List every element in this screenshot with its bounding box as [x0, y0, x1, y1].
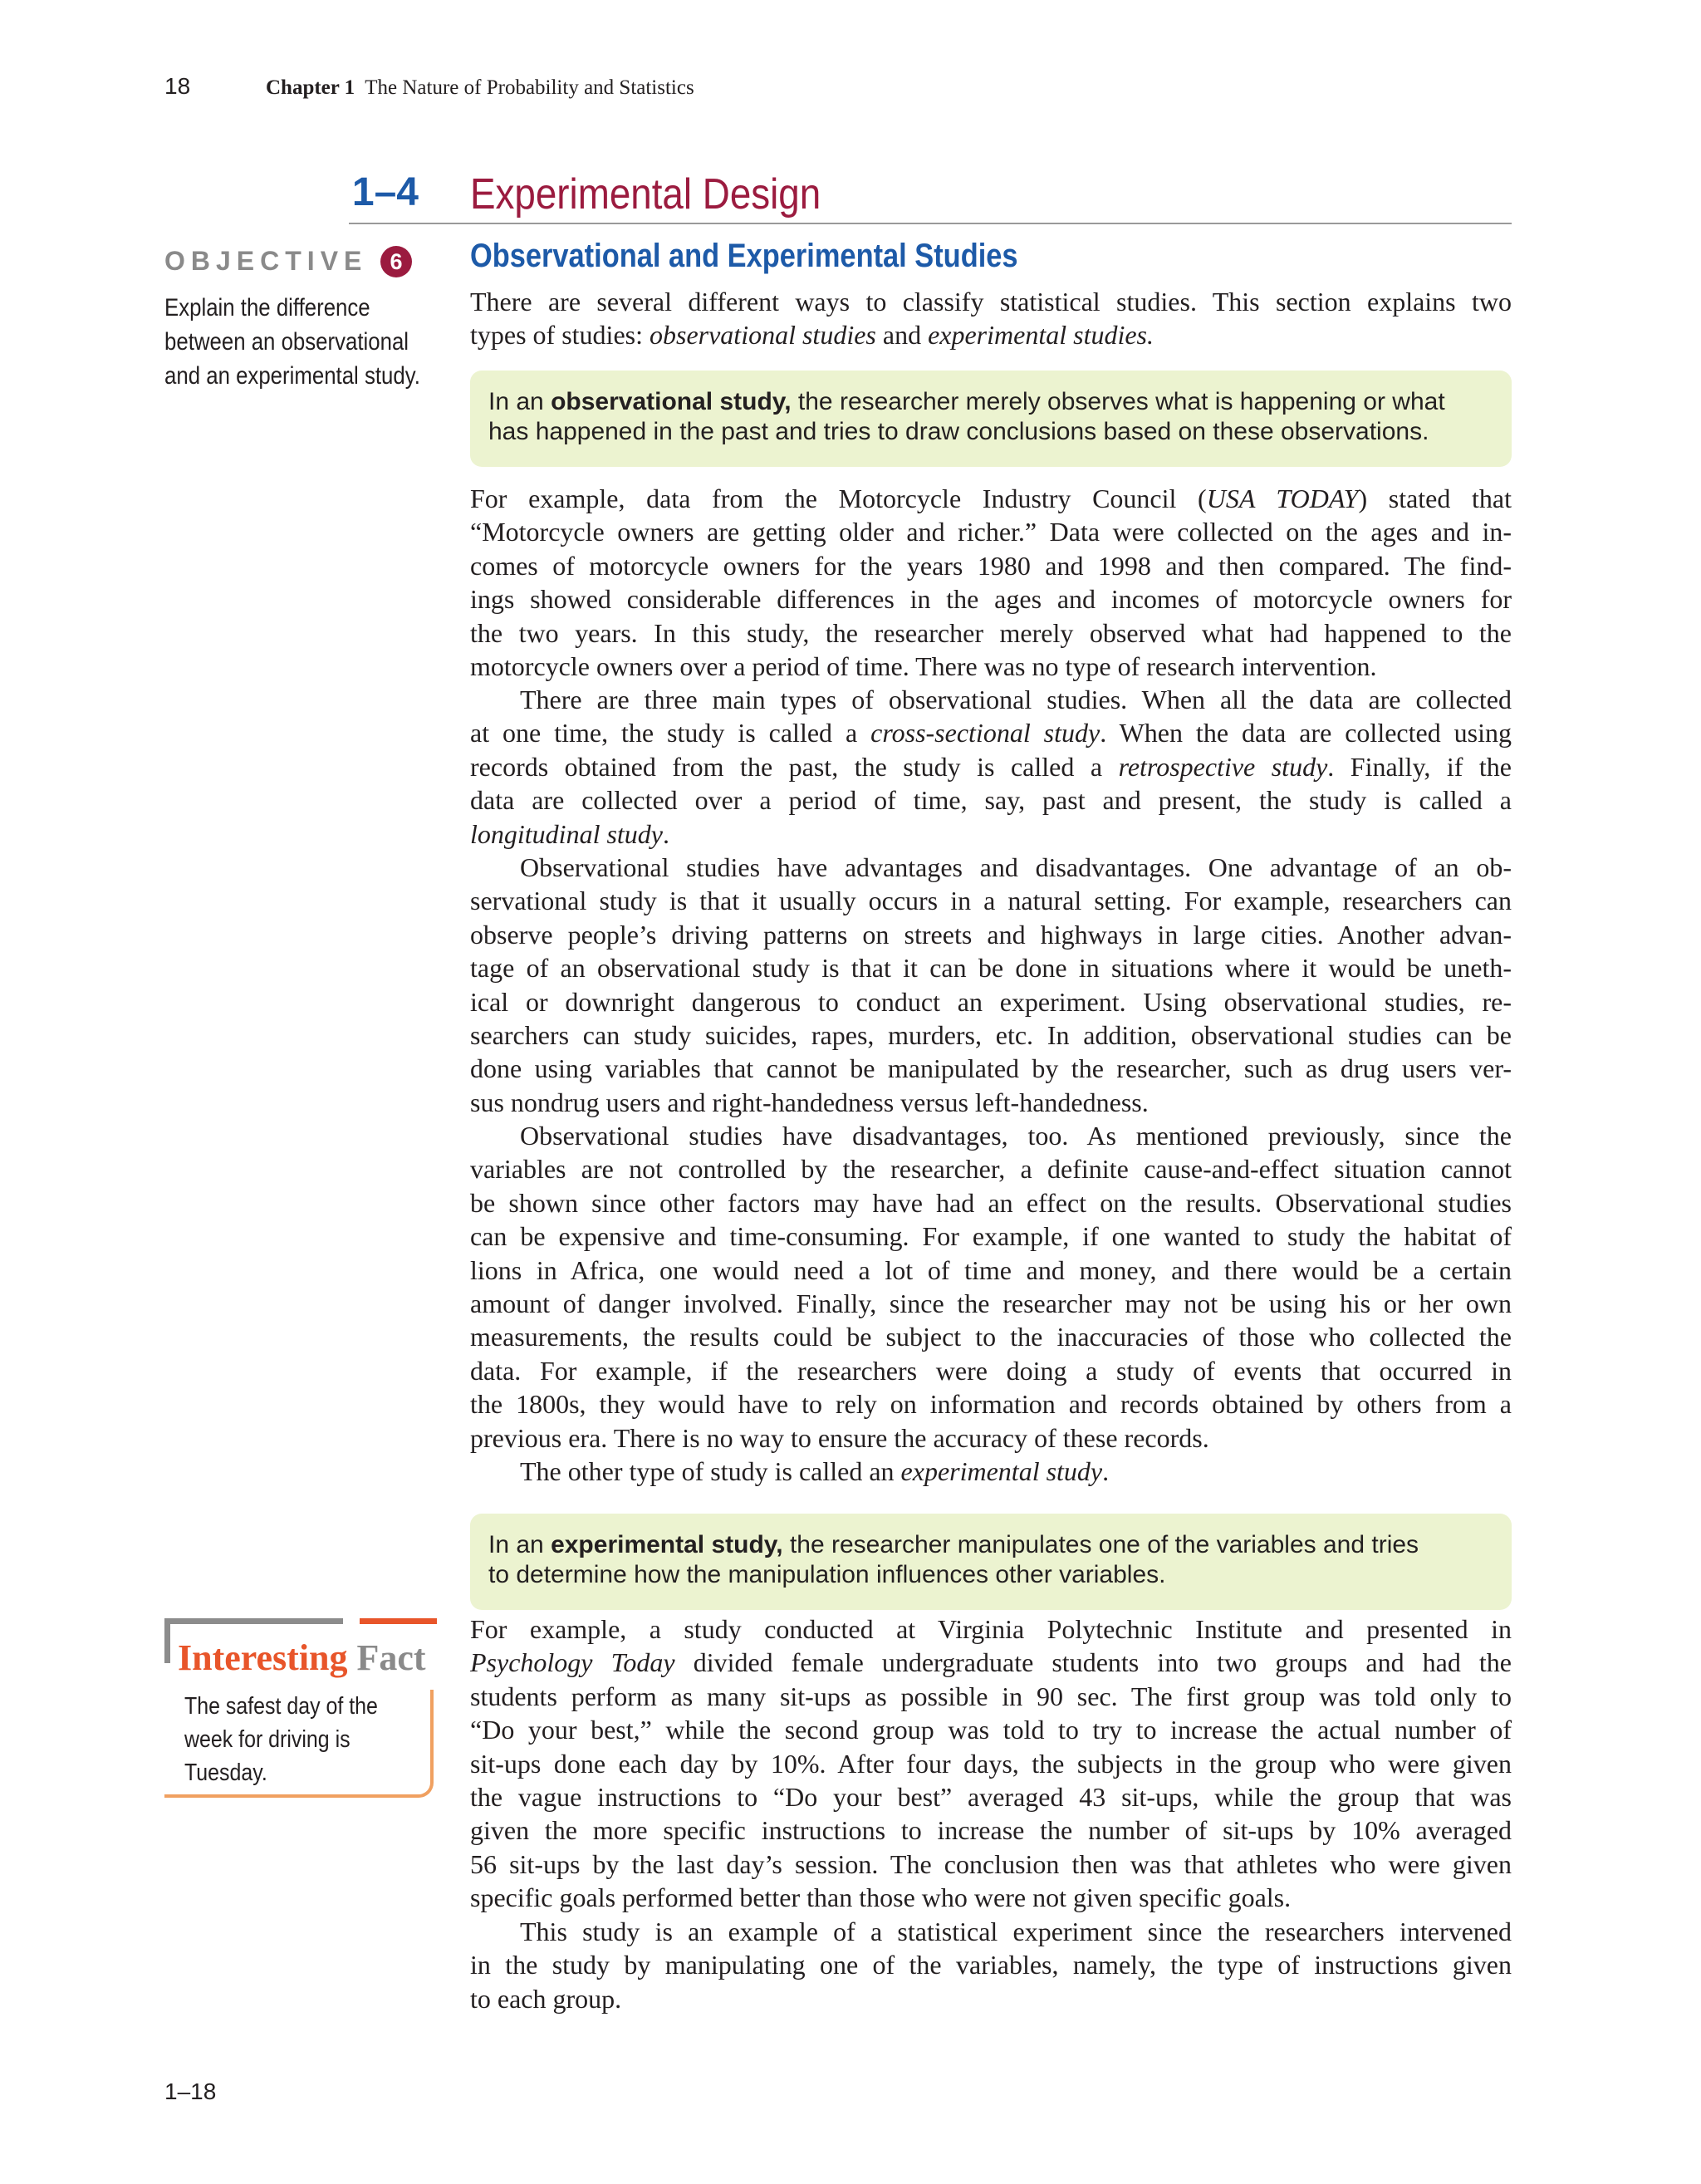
text-line: sus nondrug users and right-handedness versus left-handedness. [470, 1087, 1149, 1117]
text-line: motorcycle owners over a period of time. There was no type of research intervention. [470, 650, 1377, 681]
text-line: measurements, the results could be subject to the inaccuracies of those who collected the [470, 1322, 1512, 1352]
text-line: “Motorcycle owners are getting older and richer.” Data were collected on the ages and in- [470, 517, 1512, 547]
text-line: has happened in the past and tries to draw conclusions based on these observations. [488, 418, 1429, 445]
paragraph-other-type [470, 1455, 1512, 1488]
objective-line: between an observational [164, 328, 409, 356]
text-line: in the study by manipulating one of the variables, namely, the type of instructions given [470, 1950, 1512, 1980]
text-line: done using variables that cannot be manipulated by the researcher, such as drug users ver- [470, 1053, 1512, 1084]
text-line: records obtained from the past, the study is called a retrospective study. Finally, if the [470, 751, 1512, 782]
paragraph-conclusion [470, 1915, 1512, 2015]
text-line: types of studies: observational studies and experimental studies. [470, 320, 1154, 351]
text-line: data are collected over a period of time, say, past and present, the study is called a [470, 785, 1512, 816]
page-number: 18 [164, 73, 191, 99]
fact-line: The safest day of the [184, 1693, 378, 1720]
paragraph-motorcycle [470, 482, 1512, 683]
text-line: searchers can study suicides, rapes, murders, etc. In addition, observational studies can be [470, 1019, 1512, 1050]
fact-title: Interesting Fact [178, 1637, 426, 1678]
text-line: lions in Africa, one would need a lot of time and money, and there would be a certain [470, 1254, 1512, 1285]
fact-top-bar-gray [164, 1618, 343, 1624]
text-line: specific goals performed better than those who were not given specific goals. [470, 1882, 1292, 1913]
text-line: variables are not controlled by the researcher, a definite cause-and-effect situation cannot [470, 1154, 1512, 1185]
text-line: the 1800s, they would have to rely on information and records obtained by others from a [470, 1389, 1512, 1420]
text-line: be shown since other factors may have had an effect on the results. Observational studies [470, 1187, 1512, 1218]
text-line: amount of danger involved. Finally, since the researcher may not be using his or her own [470, 1288, 1512, 1318]
section-rule [349, 223, 1512, 224]
definition-observational-box [470, 371, 1512, 467]
section-title: Experimental Design [470, 170, 821, 218]
text-line: tage of an observational study is that it can be done in situations where it would be uneth- [470, 953, 1512, 984]
fact-line: Tuesday. [184, 1759, 267, 1786]
text-line: Observational studies have disadvantages, too. As mentioned previously, since the [520, 1121, 1512, 1151]
objective-label: OBJECTIVE [164, 246, 368, 276]
definition-experimental-box [470, 1514, 1512, 1610]
text-line: longitudinal study. [470, 818, 669, 849]
interesting-fact-box [164, 1618, 437, 1803]
fact-left-stub [164, 1618, 170, 1663]
text-line: given the more specific instructions to increase the number of sit-ups by 10% averaged [470, 1815, 1512, 1846]
text-line: For example, data from the Motorcycle Industry Council (USA TODAY) stated that [470, 483, 1512, 513]
text-line: Psychology Today divided female undergraduate students into two groups and had the [470, 1647, 1512, 1678]
subheading: Observational and Experimental Studies [470, 238, 1018, 274]
section-number: 1–4 [351, 170, 419, 214]
text-line: at one time, the study is called a cross-sectional study. When the data are collected using [470, 718, 1512, 748]
objective-line: Explain the difference [164, 294, 370, 321]
text-line: In an observational study, the researcher merely observes what is happening or what [488, 388, 1445, 415]
text-line: sit-ups done each day by 10%. After four days, the subjects in the group who were given [470, 1748, 1512, 1779]
intro-paragraph [470, 285, 1512, 352]
text-line: data. For example, if the researchers were doing a study of events that occurred in [470, 1355, 1512, 1386]
paragraph-virginia [470, 1612, 1512, 1915]
objective-text [164, 291, 439, 393]
text-line: ical or downright dangerous to conduct an experiment. Using observational studies, re- [470, 986, 1512, 1017]
text-line: servational study is that it usually occurs in a natural setting. For example, researchers can [470, 886, 1512, 916]
text-line: students perform as many sit-ups as possible in 90 sec. The first group was told only to [470, 1681, 1512, 1711]
fact-text [184, 1690, 425, 1789]
objective-number-badge: 6 [380, 246, 412, 277]
text-line: This study is an example of a statistical experiment since the researchers intervened [520, 1917, 1512, 1946]
text-line: to determine how the manipulation influences other variables. [488, 1561, 1166, 1588]
text-line: can be expensive and time-consuming. For example, if one wanted to study the habitat of [470, 1221, 1512, 1252]
text-line: There are three main types of observational studies. When all the data are collected [520, 685, 1512, 714]
page-folio: 1–18 [164, 2078, 217, 2104]
text-line: 56 sit-ups by the last day’s session. The conclusion then was that athletes who were given [470, 1848, 1512, 1879]
text-line: “Do your best,” while the second group was told to try to increase the actual number of [470, 1715, 1512, 1745]
text-line: ings showed considerable differences in the ages and incomes of motorcycle owners for [470, 584, 1512, 615]
text-line: previous era. There is no way to ensure the accuracy of these records. [470, 1422, 1209, 1453]
text-line: comes of motorcycle owners for the years 1980 and 1998 and then compared. The find- [470, 550, 1512, 581]
chapter-title: The Nature of Probability and Statistics [365, 76, 694, 99]
text-line: the vague instructions to “Do your best” averaged 43 sit-ups, while the group that was [470, 1781, 1512, 1812]
text-line: observe people’s driving patterns on streets and highways in large cities. Another advan- [470, 919, 1512, 950]
text-line: There are several different ways to classify statistical studies. This section explains two [470, 287, 1512, 317]
text-line: Observational studies have advantages and disadvantages. One advantage of an ob- [520, 852, 1512, 882]
objective-line: and an experimental study. [164, 362, 420, 390]
paragraph-types [470, 683, 1512, 851]
fact-line: week for driving is [184, 1726, 350, 1753]
paragraph-advantages [470, 851, 1512, 1119]
paragraph-disadvantages [470, 1119, 1512, 1455]
chapter-label: Chapter 1 [266, 76, 355, 99]
text-line: For example, a study conducted at Virginia Polytechnic Institute and presented in [470, 1614, 1512, 1644]
text-line: the two years. In this study, the researcher merely observed what had happened to the [470, 617, 1512, 648]
running-header [266, 76, 694, 100]
fact-top-bar-orange [360, 1618, 437, 1624]
text-line: The other type of study is called an experimental study. [520, 1456, 1110, 1486]
text-line: to each group. [470, 1983, 622, 2014]
text-line: In an experimental study, the researcher manipulates one of the variables and tries [488, 1531, 1419, 1558]
